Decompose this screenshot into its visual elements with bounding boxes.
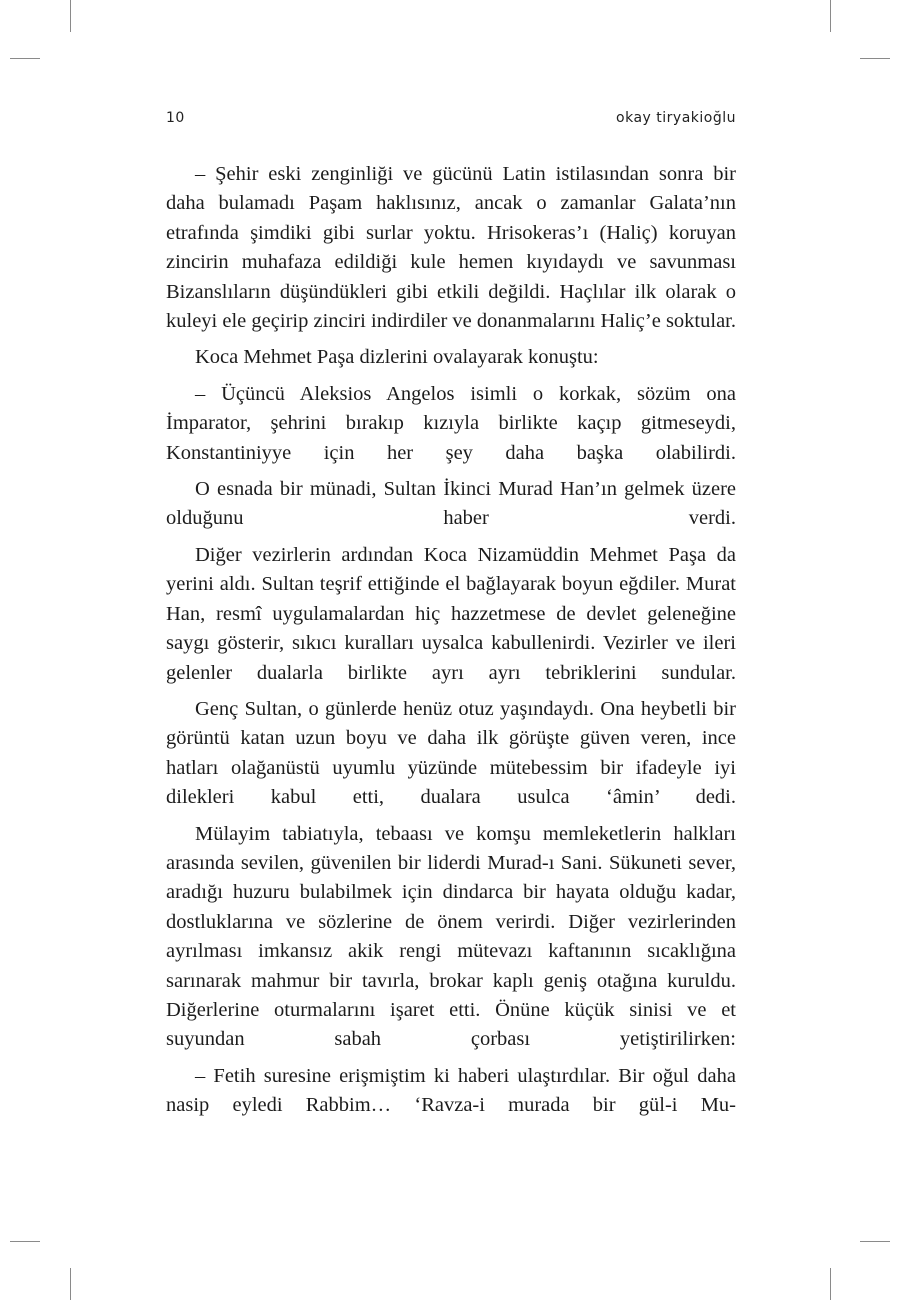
paragraph: – Üçüncü Aleksios Angelos isimli o korkak, sözüm ona İmparator, şehrini bırakıp kızıyla birlikte kaçıp gitmeseydi, Konstantiniyye için her şey daha başka olabilirdi.: [166, 382, 736, 464]
crop-mark-top-left: [70, 0, 71, 32]
crop-mark-top-right: [830, 0, 831, 32]
crop-mark-left-bottom: [10, 1241, 40, 1242]
author-name: okay tiryakioğlu: [616, 110, 736, 126]
paragraph: Diğer vezirlerin ardından Koca Nizamüddin Mehmet Paşa da yerini aldı. Sultan teşrif ettiğinde el bağlayarak boyun eğdiler. Murat Han, resmî uygulamalardan hiç hazzetmese de devlet geleneğine saygı gösterir, sıkıcı kuralları uysalca kabullenirdi. Vezirler ve ileri gelenler dualarla birlikte ayrı ayrı tebriklerini sundular.: [166, 543, 736, 684]
paragraph: O esnada bir münadi, Sultan İkinci Murad Han’ın gelmek üzere olduğunu haber verdi.: [166, 478, 736, 530]
page-number: 10: [166, 110, 185, 126]
running-head: [166, 110, 736, 130]
crop-mark-bottom-right: [830, 1268, 831, 1300]
body-text: [166, 160, 736, 1128]
paragraph: – Şehir eski zenginliği ve gücünü Latin istilasından sonra bir daha bulamadı Paşam haklısınız, ancak o zamanlar Galata’nın etrafında şimdiki gibi surlar yoktu. Hrisokeras’ı (Haliç) koruyan zincirin muhafaza edildiği kule hemen kıyıdaydı ve savunması Bizanslıların düşündükleri gibi etkili değildi. Haçlılar ilk olarak o kuleyi ele geçirip zinciri indirdiler ve donanmalarını Haliç’e soktular.: [166, 163, 736, 333]
paragraph: Genç Sultan, o günlerde henüz otuz yaşındaydı. Ona heybetli bir görüntü katan uzun boyu ve daha ilk görüşte güven veren, ince hatları olağanüstü uyumlu yüzünde mütebessim bir ifadeyle iyi dilekleri kabul etti, dualara usulca ‘âmin’ dedi.: [166, 697, 736, 809]
paragraph: Mülayim tabiatıyla, tebaası ve komşu memleketlerin halkları arasında sevilen, güvenilen bir liderdi Murad-ı Sani. Sükuneti sever, aradığı huzuru bulabilmek için dindarca bir hayata olduğu kadar, dostluklarına ve sözlerine de önem verirdi. Diğer vezirlerinden ayrılması imkansız akik rengi mütevazı kaftanının sıcaklığına sarınarak mahmur bir tavırla, brokar kaplı geniş otağına kuruldu. Diğerlerine oturmalarını işaret etti. Önüne küçük sinisi ve et suyundan sabah çorbası yetiştirilirken:: [166, 822, 736, 1051]
paragraph: Koca Mehmet Paşa dizlerini ovalayarak konuştu:: [195, 346, 599, 369]
crop-mark-left-top: [10, 58, 40, 59]
paragraph: – Fetih suresine erişmiştim ki haberi ulaştırdılar. Bir oğul daha nasip eyledi Rabbim… ‘Ravza-i murada bir gül-i Mu-: [166, 1064, 736, 1117]
crop-mark-bottom-left: [70, 1268, 71, 1300]
crop-mark-right-top: [860, 58, 890, 59]
crop-mark-right-bottom: [860, 1241, 890, 1242]
